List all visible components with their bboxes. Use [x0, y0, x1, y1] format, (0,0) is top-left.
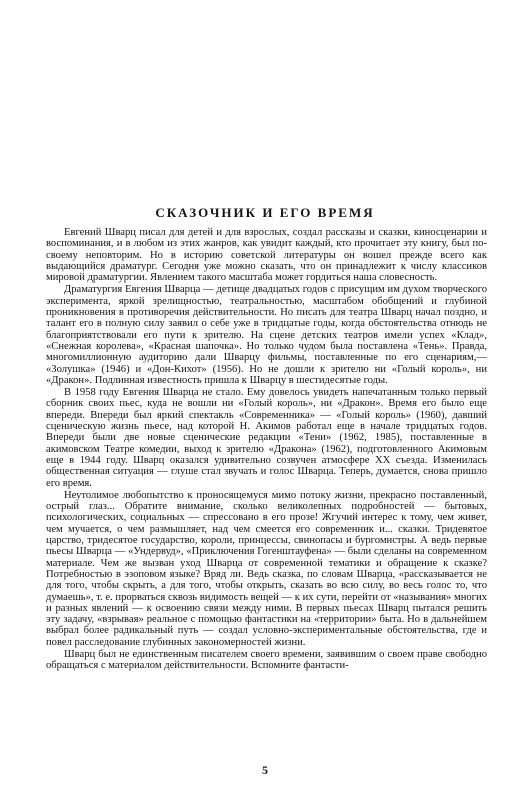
paragraph: Драматургия Евгения Шварца — детище двадцатых годов с присущим им духом творческого эксперимента, яркой зрелищностью, театральностью, масштабом обобщений и глубиной проникновения в противоречия действительности. Но писать для театра Шварц начал поздно, и талант его в полную силу заявил о себе уже в тридцатые годы, когда обстоятельства отнюдь не благоприятствовали его пути к зрителю. На сцене детских театров имели успех «Клад», «Снежная королева», «Красная шапочка». Но только чудом была поставлена «Тень». Правда, многомиллионную аудиторию дали Шварцу фильмы, поставленные по его сценариям,— «Золушка» (1946) и «Дон-Кихот» (1956). Но не дошли к зрителю ни «Голый король», ни «Дракон». Подлинная известность пришла к Шварцу в шестидесятые годы. — [46, 284, 487, 386]
chapter-body — [46, 227, 487, 672]
paragraph: Евгений Шварц писал для детей и для взрослых, создал рассказы и сказки, киносценарии и воспоминания, и в любом из этих жанров, как увидит каждый, кто прочитает эту книгу, был по-своему неповторим. Но в историю советской литературы он вошел прежде всего как выдающийся драматург. Сегодня уже можно сказать, что он принадлежит к числу классиков мировой драматургии. Явлением такого масштаба может гордиться наша словесность. — [46, 227, 487, 284]
paragraph: В 1958 году Евгения Шварца не стало. Ему довелось увидеть напечатанным только первый сборник своих пьес, куда не вошли ни «Голый король», ни «Дракон». Время его было еще впереди. Впереди был яркий спектакль «Современника» — «Голый король» (1960), давший сценическую жизнь пьесе, над которой Н. Акимов работал еще в начале тридцатых годов. Впереди были две новые сценические редакции «Тени» (1962, 1985), поставленные в акимовском Театре комедии, выход к зрителю «Дракона» (1962), подготовленного Акимовым еще в 1944 году. Шварц оказался удивительно созвучен атмосфере XX съезда. Изменилась общественная ситуация — глуше стал звучать и голос Шварца. Теперь, думается, снова пришло его время. — [46, 387, 487, 489]
paragraph: Неутолимое любопытство к проносящемуся мимо потоку жизни, прекрасно поставленный, острый глаз... Обратите внимание, сколько великолепных подробностей — бытовых, психологических, социальных — спрессовано в его прозе! Жгучий интерес к тому, чем живет, чем мучается, о чем размышляет, над чем смеется его современник и... сказки. Тридевятое царство, тридесятое государство, короли, принцессы, свинопасы и бургомистры. А ведь первые пьесы Шварца — «Ундервуд», «Приключения Гогенштауфена» — были сделаны на современном материале. Чем же вызван уход Шварца от современной тематики и обращение к сказке? Потребностью в эзоповом языке? Вряд ли. Ведь сказка, по словам Шварца, «рассказывается не для того, чтобы скрыть, а для того, чтобы открыть, сказать во всю силу, во весь голос то, что думаешь», т. е. прорваться сквозь видимость вещей — к их сути, перейти от «называния» многих и разных явлений — к освоению связи между ними. В первых пьесах Шварц пытался решить эту задачу, «взрывая» реальное с помощью фантастики на «территории» быта. Но в дальнейшем выбрал более радикальный путь — создал условно-экспериментальные обстоятельства, где и повел расследование глубинных закономерностей жизни. — [46, 489, 487, 648]
paragraph: Шварц был не единственным писателем своего времени, заявившим о своем праве свободно обращаться с материалом действительности. Вспомните фантасти- — [46, 648, 487, 672]
page-number: 5 — [262, 763, 268, 777]
chapter-title: СКАЗОЧНИК И ЕГО ВРЕМЯ — [155, 205, 375, 220]
